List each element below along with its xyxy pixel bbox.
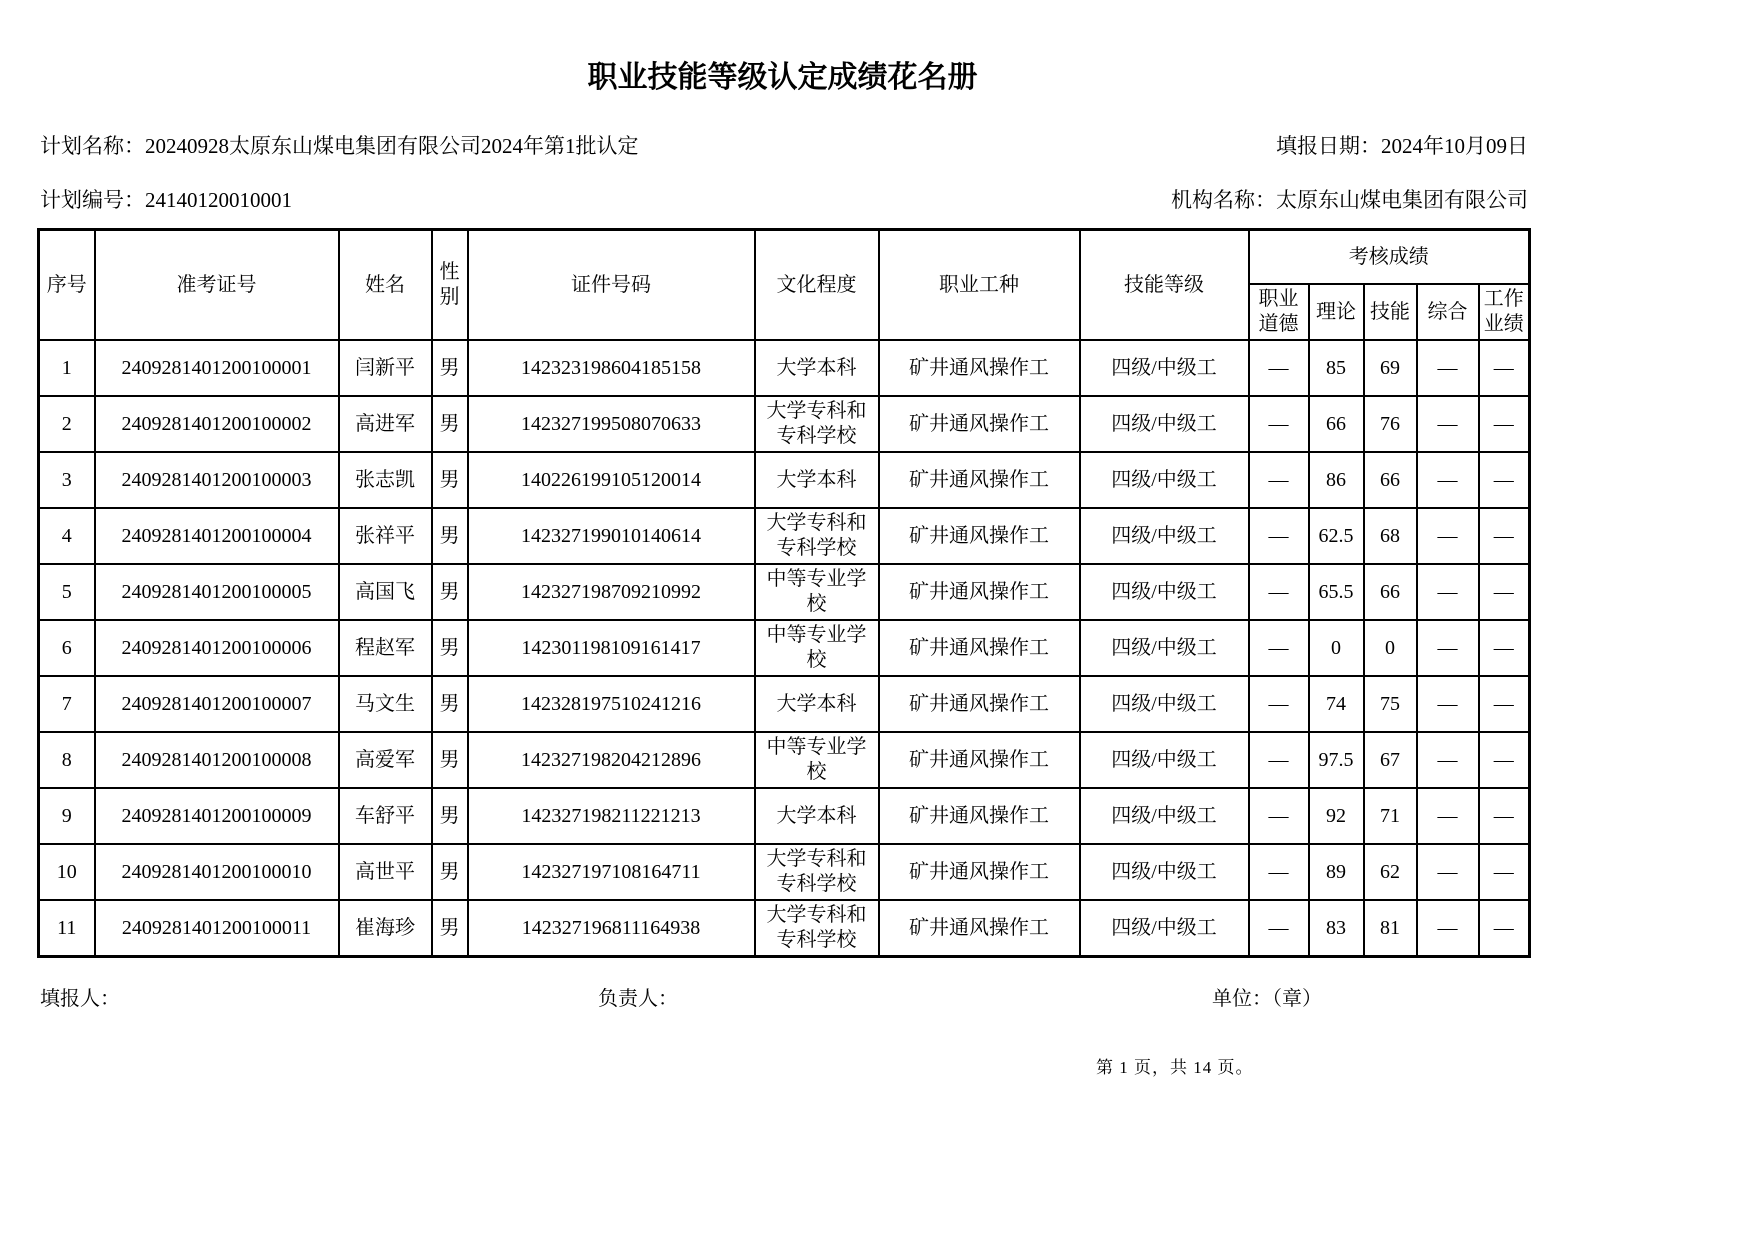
cell-name: 马文生 (339, 676, 432, 732)
plan-name (40, 130, 639, 160)
table-row (39, 564, 1530, 620)
cell-name: 闫新平 (339, 340, 432, 396)
cell-level: 四级/中级工 (1080, 396, 1249, 452)
cell-id-number: 142323198604185158 (468, 340, 755, 396)
cell-level: 四级/中级工 (1080, 508, 1249, 564)
cell-gender: 男 (432, 844, 468, 900)
cell-score-performance: — (1479, 340, 1530, 396)
cell-no: 9 (39, 788, 95, 844)
cell-score-performance: — (1479, 676, 1530, 732)
cell-no: 3 (39, 452, 95, 508)
cell-id-number: 142301198109161417 (468, 620, 755, 676)
cell-id-number: 142327197108164711 (468, 844, 755, 900)
plan-code-label: 计划编号： (40, 188, 145, 212)
cell-occupation: 矿井通风操作工 (879, 340, 1080, 396)
cell-score-skill: 66 (1364, 564, 1417, 620)
cell-score-ethics: — (1249, 676, 1309, 732)
table-row (39, 900, 1530, 957)
cell-gender: 男 (432, 900, 468, 957)
cell-score-ethics: — (1249, 620, 1309, 676)
roster-body (39, 340, 1530, 957)
cell-score-theory: 92 (1309, 788, 1364, 844)
org-name-label: 机构名称： (1171, 188, 1276, 212)
cell-gender: 男 (432, 788, 468, 844)
cell-score-performance: — (1479, 564, 1530, 620)
cell-score-skill: 71 (1364, 788, 1417, 844)
cell-ticket: 2409281401200100005 (95, 564, 339, 620)
cell-occupation: 矿井通风操作工 (879, 396, 1080, 452)
cell-score-theory: 62.5 (1309, 508, 1364, 564)
cell-no: 1 (39, 340, 95, 396)
plan-code-value: 24140120010001 (145, 188, 292, 212)
cell-name: 高爱军 (339, 732, 432, 788)
cell-ticket: 2409281401200100007 (95, 676, 339, 732)
cell-level: 四级/中级工 (1080, 620, 1249, 676)
header-no: 序号 (39, 230, 95, 341)
cell-ticket: 2409281401200100011 (95, 900, 339, 957)
cell-education: 中等专业学校 (755, 732, 879, 788)
header-row-main (39, 230, 1530, 285)
cell-score-skill: 75 (1364, 676, 1417, 732)
cell-name: 车舒平 (339, 788, 432, 844)
cell-id-number: 142327198204212896 (468, 732, 755, 788)
cell-no: 11 (39, 900, 95, 957)
roster-table (37, 228, 1531, 958)
cell-score-ethics: — (1249, 844, 1309, 900)
cell-occupation: 矿井通风操作工 (879, 900, 1080, 957)
cell-score-comprehensive: — (1417, 452, 1479, 508)
plan-name-label: 计划名称： (40, 134, 145, 158)
cell-score-comprehensive: — (1417, 340, 1479, 396)
cell-score-theory: 65.5 (1309, 564, 1364, 620)
header-occupation: 职业工种 (879, 230, 1080, 341)
cell-occupation: 矿井通风操作工 (879, 620, 1080, 676)
filler-label: 填报人： (40, 988, 120, 1010)
cell-level: 四级/中级工 (1080, 564, 1249, 620)
cell-score-performance: — (1479, 900, 1530, 957)
header-score-theory: 理论 (1309, 284, 1364, 340)
cell-score-performance: — (1479, 452, 1530, 508)
header-ticket: 准考证号 (95, 230, 339, 341)
cell-score-theory: 89 (1309, 844, 1364, 900)
cell-education: 中等专业学校 (755, 620, 879, 676)
cell-name: 高世平 (339, 844, 432, 900)
cell-level: 四级/中级工 (1080, 732, 1249, 788)
table-row (39, 508, 1530, 564)
cell-education: 中等专业学校 (755, 564, 879, 620)
page-number: 第 1 页，共 14 页。 (1096, 1058, 1254, 1077)
cell-education: 大学专科和专科学校 (755, 844, 879, 900)
cell-name: 程赵军 (339, 620, 432, 676)
cell-id-number: 140226199105120014 (468, 452, 755, 508)
cell-education: 大学专科和专科学校 (755, 508, 879, 564)
cell-name: 张志凯 (339, 452, 432, 508)
report-date-label: 填报日期： (1276, 134, 1381, 158)
cell-gender: 男 (432, 732, 468, 788)
cell-score-skill: 66 (1364, 452, 1417, 508)
table-row (39, 340, 1530, 396)
cell-score-theory: 0 (1309, 620, 1364, 676)
cell-score-comprehensive: — (1417, 900, 1479, 957)
cell-score-ethics: — (1249, 732, 1309, 788)
cell-no: 8 (39, 732, 95, 788)
cell-level: 四级/中级工 (1080, 900, 1249, 957)
cell-ticket: 2409281401200100006 (95, 620, 339, 676)
cell-score-ethics: — (1249, 564, 1309, 620)
cell-score-theory: 86 (1309, 452, 1364, 508)
table-row (39, 396, 1530, 452)
cell-score-comprehensive: — (1417, 564, 1479, 620)
header-score-comprehensive: 综合 (1417, 284, 1479, 340)
cell-no: 10 (39, 844, 95, 900)
cell-gender: 男 (432, 396, 468, 452)
org-name-value: 太原东山煤电集团有限公司 (1276, 188, 1528, 212)
cell-ticket: 2409281401200100004 (95, 508, 339, 564)
table-row (39, 620, 1530, 676)
table-row (39, 452, 1530, 508)
cell-score-skill: 67 (1364, 732, 1417, 788)
cell-id-number: 142327196811164938 (468, 900, 755, 957)
plan-name-value: 20240928太原东山煤电集团有限公司2024年第1批认定 (145, 134, 639, 158)
cell-score-skill: 68 (1364, 508, 1417, 564)
header-name: 姓名 (339, 230, 432, 341)
cell-score-skill: 62 (1364, 844, 1417, 900)
cell-score-ethics: — (1249, 788, 1309, 844)
cell-occupation: 矿井通风操作工 (879, 508, 1080, 564)
cell-score-performance: — (1479, 396, 1530, 452)
cell-no: 5 (39, 564, 95, 620)
cell-ticket: 2409281401200100002 (95, 396, 339, 452)
cell-occupation: 矿井通风操作工 (879, 844, 1080, 900)
cell-education: 大学本科 (755, 676, 879, 732)
cell-ticket: 2409281401200100001 (95, 340, 339, 396)
cell-score-ethics: — (1249, 900, 1309, 957)
org-name (1171, 184, 1528, 214)
cell-occupation: 矿井通风操作工 (879, 676, 1080, 732)
cell-score-ethics: — (1249, 396, 1309, 452)
header-scores-group: 考核成绩 (1249, 230, 1530, 285)
cell-name: 张祥平 (339, 508, 432, 564)
report-date-value: 2024年10月09日 (1381, 134, 1528, 158)
cell-gender: 男 (432, 340, 468, 396)
cell-score-theory: 83 (1309, 900, 1364, 957)
cell-score-theory: 66 (1309, 396, 1364, 452)
cell-score-performance: — (1479, 508, 1530, 564)
report-date (1276, 130, 1528, 160)
cell-education: 大学本科 (755, 452, 879, 508)
cell-ticket: 2409281401200100009 (95, 788, 339, 844)
table-row (39, 788, 1530, 844)
roster-header (39, 230, 1530, 341)
cell-id-number: 142327198211221213 (468, 788, 755, 844)
cell-name: 崔海珍 (339, 900, 432, 957)
cell-gender: 男 (432, 564, 468, 620)
header-education: 文化程度 (755, 230, 879, 341)
manager-label: 负责人： (598, 988, 678, 1010)
cell-level: 四级/中级工 (1080, 844, 1249, 900)
cell-gender: 男 (432, 620, 468, 676)
plan-code (40, 184, 292, 214)
cell-id-number: 142328197510241216 (468, 676, 755, 732)
cell-no: 2 (39, 396, 95, 452)
cell-education: 大学本科 (755, 340, 879, 396)
cell-no: 6 (39, 620, 95, 676)
cell-score-skill: 0 (1364, 620, 1417, 676)
cell-score-ethics: — (1249, 508, 1309, 564)
cell-score-comprehensive: — (1417, 508, 1479, 564)
cell-score-performance: — (1479, 788, 1530, 844)
cell-score-ethics: — (1249, 340, 1309, 396)
cell-score-comprehensive: — (1417, 788, 1479, 844)
header-level: 技能等级 (1080, 230, 1249, 341)
cell-education: 大学专科和专科学校 (755, 396, 879, 452)
cell-gender: 男 (432, 508, 468, 564)
cell-score-comprehensive: — (1417, 396, 1479, 452)
cell-score-comprehensive: — (1417, 732, 1479, 788)
table-row (39, 676, 1530, 732)
cell-ticket: 2409281401200100010 (95, 844, 339, 900)
cell-occupation: 矿井通风操作工 (879, 788, 1080, 844)
cell-score-theory: 74 (1309, 676, 1364, 732)
cell-education: 大学专科和专科学校 (755, 900, 879, 957)
page-title: 职业技能等级认定成绩花名册 (587, 61, 978, 94)
cell-id-number: 142327198709210992 (468, 564, 755, 620)
cell-score-performance: — (1479, 844, 1530, 900)
cell-level: 四级/中级工 (1080, 452, 1249, 508)
cell-gender: 男 (432, 452, 468, 508)
cell-score-performance: — (1479, 620, 1530, 676)
cell-level: 四级/中级工 (1080, 340, 1249, 396)
meta-row-2 (40, 184, 1528, 214)
cell-score-comprehensive: — (1417, 620, 1479, 676)
cell-education: 大学本科 (755, 788, 879, 844)
cell-ticket: 2409281401200100003 (95, 452, 339, 508)
table-row (39, 844, 1530, 900)
cell-no: 4 (39, 508, 95, 564)
cell-score-theory: 97.5 (1309, 732, 1364, 788)
header-score-ethics: 职业道德 (1249, 284, 1309, 340)
cell-score-skill: 76 (1364, 396, 1417, 452)
header-score-performance: 工作业绩 (1479, 284, 1530, 340)
unit-seal-label: 单位：（章） (1212, 988, 1322, 1010)
cell-ticket: 2409281401200100008 (95, 732, 339, 788)
cell-occupation: 矿井通风操作工 (879, 564, 1080, 620)
cell-name: 高进军 (339, 396, 432, 452)
cell-gender: 男 (432, 676, 468, 732)
cell-occupation: 矿井通风操作工 (879, 452, 1080, 508)
cell-score-comprehensive: — (1417, 844, 1479, 900)
header-id-number: 证件号码 (468, 230, 755, 341)
cell-score-ethics: — (1249, 452, 1309, 508)
cell-id-number: 142327199508070633 (468, 396, 755, 452)
cell-score-skill: 69 (1364, 340, 1417, 396)
header-gender: 性别 (432, 230, 468, 341)
cell-score-skill: 81 (1364, 900, 1417, 957)
cell-level: 四级/中级工 (1080, 788, 1249, 844)
table-row (39, 732, 1530, 788)
cell-score-comprehensive: — (1417, 676, 1479, 732)
cell-name: 高国飞 (339, 564, 432, 620)
signature-row (37, 982, 1528, 1012)
cell-score-theory: 85 (1309, 340, 1364, 396)
cell-occupation: 矿井通风操作工 (879, 732, 1080, 788)
cell-id-number: 142327199010140614 (468, 508, 755, 564)
meta-row-1 (40, 130, 1528, 160)
cell-score-performance: — (1479, 732, 1530, 788)
cell-level: 四级/中级工 (1080, 676, 1249, 732)
cell-no: 7 (39, 676, 95, 732)
header-score-skill: 技能 (1364, 284, 1417, 340)
